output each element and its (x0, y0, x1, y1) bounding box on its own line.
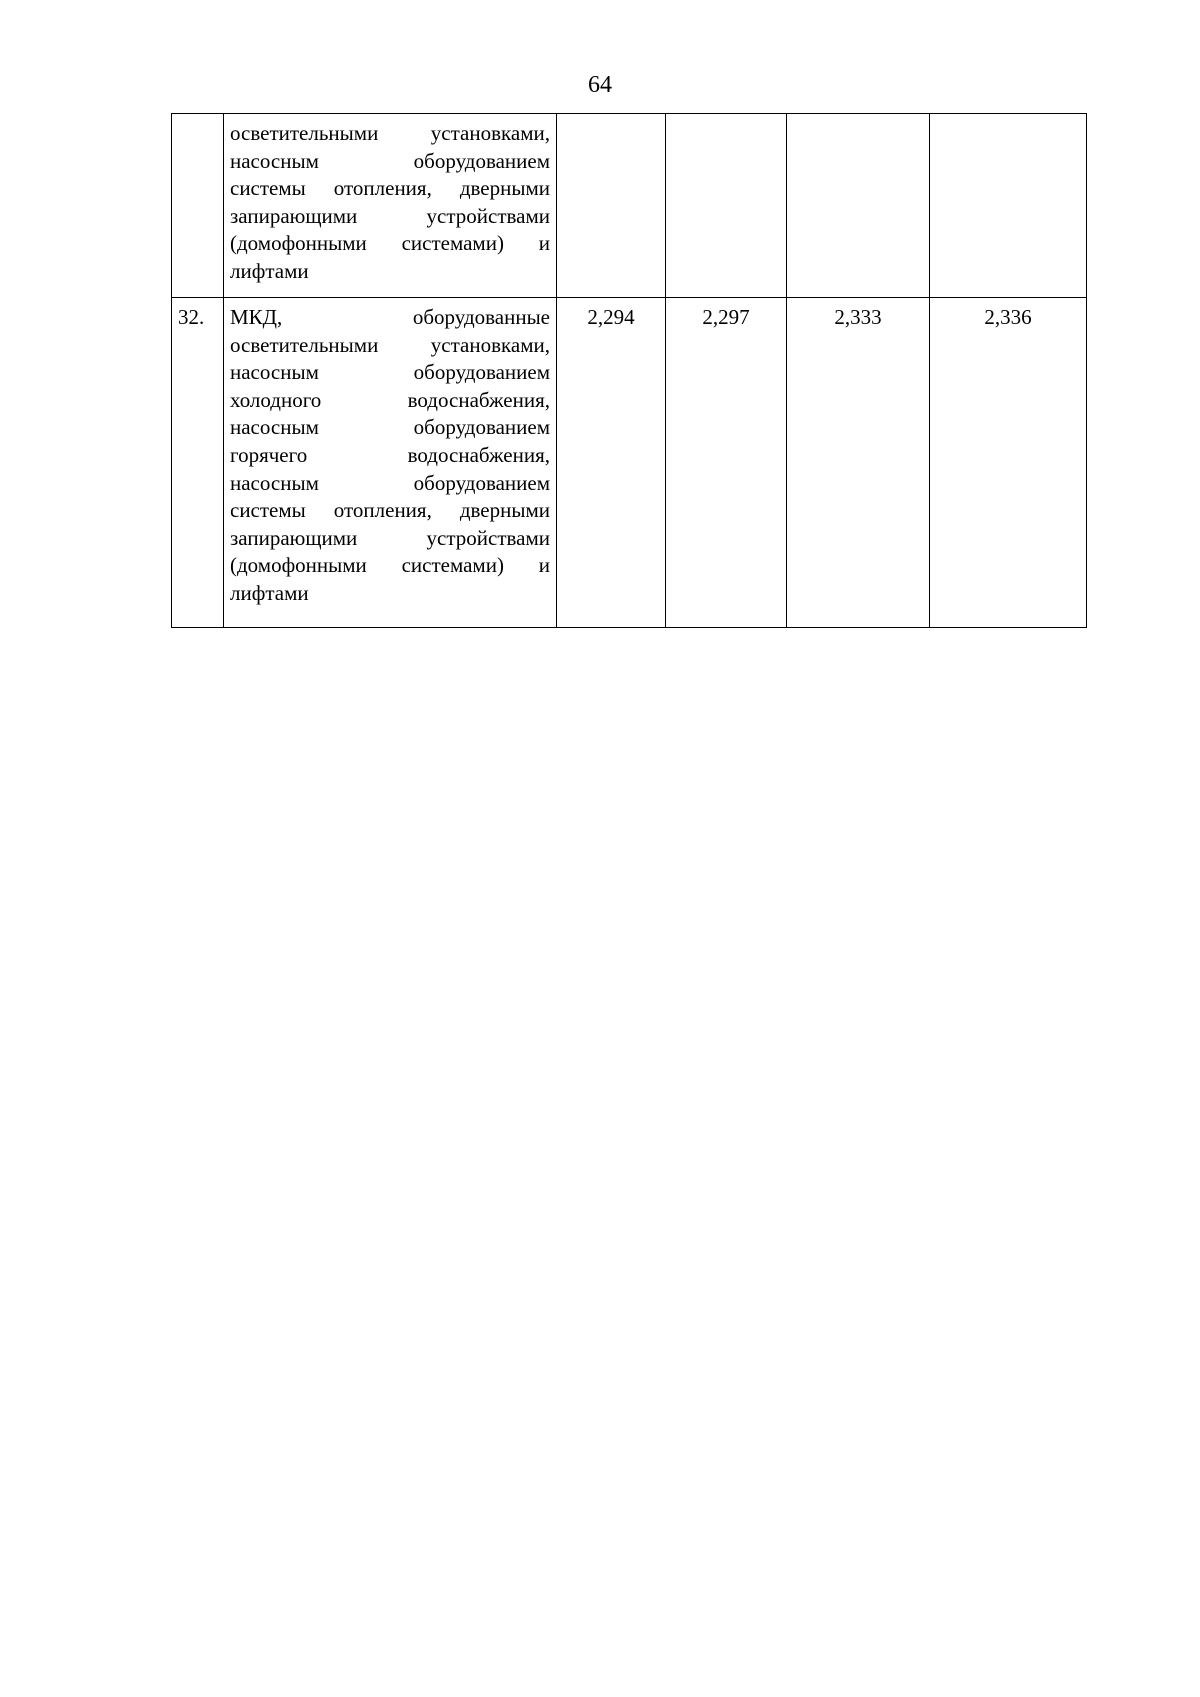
row-number-cell (172, 114, 224, 298)
description-line: системы отопления, дверными (230, 498, 550, 523)
row-number-cell: 32. (172, 298, 224, 628)
page-number: 64 (588, 72, 612, 98)
description-line: насосным оборудованием (230, 470, 550, 495)
description-line: (домофонными системами) и (230, 553, 550, 578)
value-cell-2 (666, 114, 787, 298)
description-line: лифтами (230, 580, 309, 605)
description-line: насосным оборудованием (230, 360, 550, 385)
value-cell-4: 2,336 (930, 298, 1087, 628)
description-line: осветительными установками, (230, 332, 550, 357)
table-row-32 (172, 298, 1087, 628)
description-line: запирающими устройствами (230, 525, 550, 550)
table-row-continuation (172, 114, 1087, 298)
description-line: горячего водоснабжения, (230, 442, 550, 467)
tariff-table (171, 113, 1087, 628)
value-cell-1 (557, 114, 666, 298)
value-cell-3: 2,333 (787, 298, 930, 628)
description-line: холодного водоснабжения, (230, 387, 550, 412)
description-line: МКД, оборудованные (230, 305, 550, 329)
description-line: лифтами (230, 258, 309, 283)
description-line: насосным оборудованием (230, 415, 550, 440)
description-line: запирающими устройствами (230, 203, 550, 228)
value-cell-1: 2,294 (557, 298, 666, 628)
description-line: насосным оборудованием (230, 148, 550, 173)
description-line: осветительными установками, (230, 121, 550, 145)
value-cell-2: 2,297 (666, 298, 787, 628)
value-cell-4 (930, 114, 1087, 298)
description-cell (224, 298, 557, 628)
description-cell (224, 114, 557, 298)
value-cell-3 (787, 114, 930, 298)
description-line: (домофонными системами) и (230, 231, 550, 256)
description-line: системы отопления, дверными (230, 176, 550, 201)
